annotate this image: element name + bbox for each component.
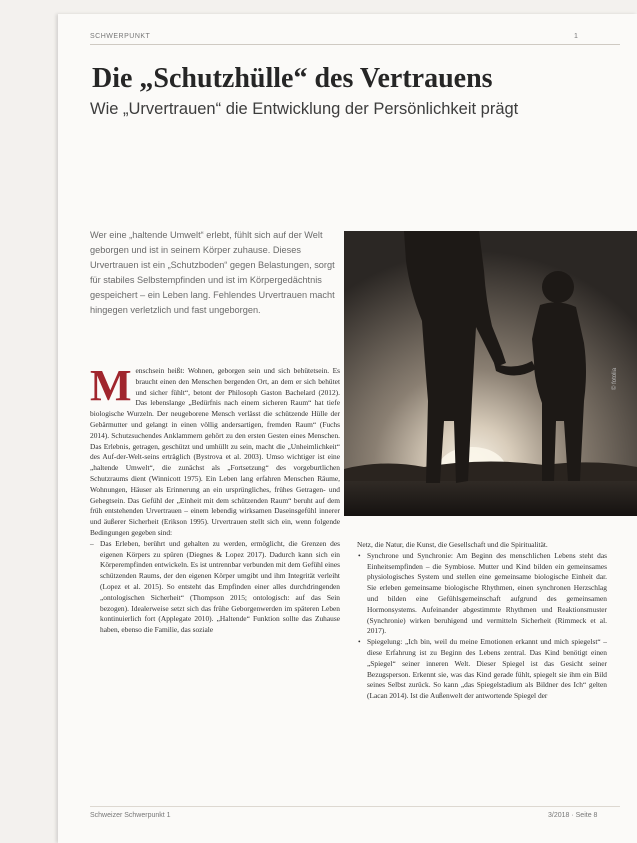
text-column-right (357, 540, 607, 702)
photo-credit: © fotolia (612, 367, 618, 390)
bullet-list (357, 551, 607, 702)
list-item: • Synchrone und Synchronie: Am Beginn des menschlichen Lebens steht das Einheitsempfinden – die Symbiose. Mutter und Kind bilden ein gemeinsames physiologisches System und stellen eine gemeinsame biologische Einheit dar. Sie erleben gemeinsame biologische Rhythmen, einen synchronen Herzschlag und bilden eine Gefühlsgemeinschaft aufgrund des gemeinsamen Hormonsystems. Aufeinander abgestimmte Rhythmen und Reaktionsmuster (Synchronie) wirken beruhigend und vermitteln Sicherheit (Rimmeck et al. 2017). (367, 551, 607, 637)
footer-right: 3/2018 · Seite 8 (548, 812, 598, 819)
footer-rule (90, 806, 620, 807)
page-number: 1 (574, 33, 578, 40)
list-item: • Spiegelung: „Ich bin, weil du meine Emotionen erkannt und mich spiegelst“ – diese Erfahrung ist zu Beginn des Lebens zentral. Das Kind benötigt einen „Spiegel“ seiner inneren Welt. Dieser Spiegel ist das Gesicht seiner Bezugsperson. Erkennt sie, was das Kind gerade fühlt, spiegelt sie ihm ein Bild seines Selbst zurück. So kann „das Spiegelstadium als Bildner des Ich“ gelten (Lacan 2014). Ist die Außenwelt der antwortende Spiegel der (367, 637, 607, 702)
running-head: SCHWERPUNKT (90, 33, 151, 40)
drop-cap: M (90, 361, 132, 410)
article-title: Die „Schutzhülle“ des Vertrauens (92, 63, 493, 94)
silhouette-photo (344, 231, 637, 516)
list-item: – Das Erleben, berührt und gehalten zu werden, ermöglicht, die Grenzen des eigenen Körpers zu spüren (Diegnes & Lopez 2017). Dadurch kann sich ein Körperempfinden entwickeln. Es ist untrennbar verbunden mit dem Gefühl eines schützenden Raums, der den eigenen Körper umgibt und ihm Integrität verleiht (Lopez et al. 2015). So entsteht das Empfinden einer alles durchdringenden „ontologischen Sicherheit“ (Thompson 2015; ontologisch: auf das Sein bezogen). Idealerweise setzt sich das frühe Geborgenwerden im späteren Leben kontinuierlich fort (Applegate 2010). „Haltende“ Funktion sollte das Zuhause haben, ebenso die Familie, das soziale (100, 539, 340, 636)
body-paragraph: Netz, die Natur, die Kunst, die Gesellschaft und die Spiritualität. (357, 540, 548, 549)
footer-left: Schweizer Schwerpunkt 1 (90, 812, 171, 819)
article-intro: Wer eine „haltende Umwelt“ erlebt, fühlt sich auf der Welt geborgen und ist in seinem Körper zuhause. Dieses Urvertrauen ist ein „Schutzboden“ gegen Belastungen, sorgt für stabiles Selbstempfinden und ist im Körpergedächtnis gespeichert – ein Leben lang. Fehlendes Urvertrauen macht hingegen verletzlich und fast ungeborgen. (90, 230, 335, 316)
text-column-left (90, 361, 340, 636)
bullet-list (90, 539, 340, 636)
article-subtitle: Wie „Urvertrauen“ die Entwicklung der Persönlichkeit prägt (90, 100, 519, 118)
body-paragraph: enschsein heißt: Wohnen, geborgen sein und sich behütetsein. Es braucht einen den Menschen bergenden Ort, an dem er sich behütet und sicher fühlt“, betont der Philosoph Gaston Bachelard (2012). Das lebenslange „Bedürfnis nach einem sicheren Raum“ hat tiefe biologische Wurzeln. Der neugeborene Mensch verlässt die schützende Hülle der Gebärmutter und gelangt in einen völlig andersartigen, fremden Raum“ (Fuchs 2014). Schutzsuchendes Anklammern gehört zu den ersten Gesten eines Menschen. Das Erlebnis, getragen, geschützt und umhüllt zu sein, macht die „Unheimlichkeit“ des Auf-der-Welt-seins erträglich (Bystrova et al. 2003). Umso wichtiger ist eine „haltende Umwelt“, die zunächst als „Fortsetzung“ des vorgeburtlichen Schutzraums dient (Winnicott 1975). Ein Leben lang erfahren Menschen Räume, Wohnungen, Häuser als Erinnerung an ein ursprüngliches, frühes Getragen- und Gehegtsein. Das Gefühl der „Einheit mit dem schützenden Raum“ beruht auf dem früh entstehenden Urvertrauen – einem lebendig wirksamen Daseinsgefühl innerer und äußerer Sicherheit (Erikson 1995). Urvertrauen stellt sich ein, wenn folgende Bedingungen gegeben sind: (90, 366, 340, 537)
header-rule (90, 44, 620, 45)
